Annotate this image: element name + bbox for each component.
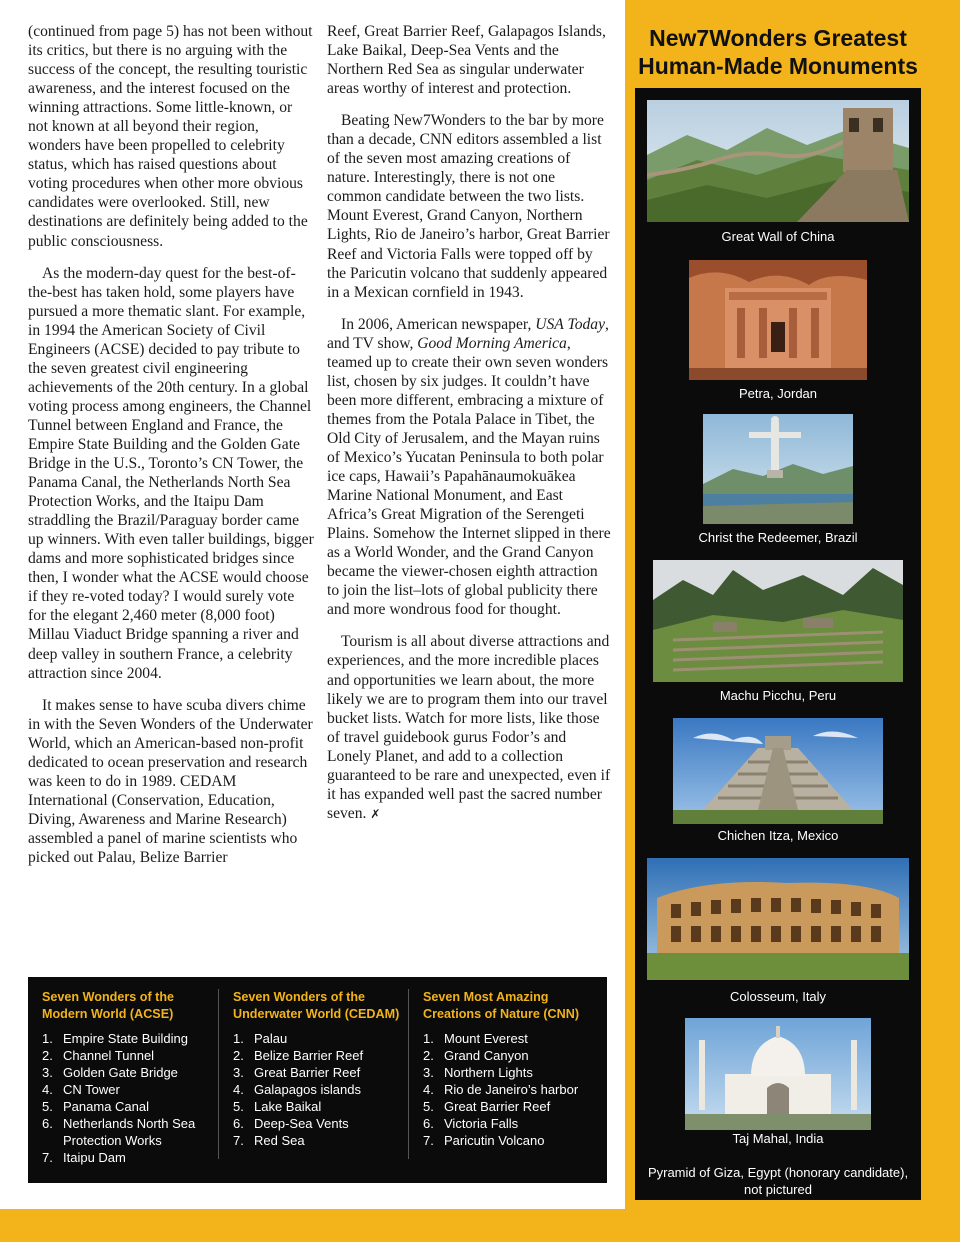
list-item: 3. Golden Gate Bridge <box>42 1065 178 1080</box>
list-item: 2. Belize Barrier Reef <box>233 1048 364 1063</box>
article-paragraph: Reef, Great Barrier Reef, Galapagos Islands, Lake Baikal, Deep-Sea Vents and the Northern Red Sea as singular underwater areas worthy of interest and protection. <box>327 23 606 98</box>
bottom-accent-band <box>0 1209 960 1242</box>
wonders-lists-box <box>28 977 607 1183</box>
list-item: 4. CN Tower <box>42 1082 120 1097</box>
list-title: Seven Most Amazing Creations of Nature (CNN) <box>423 990 580 1021</box>
sidebar-photo-panel <box>635 88 921 1200</box>
caption-machu-picchu: Machu Picchu, Peru <box>719 688 837 703</box>
machu-picchu-photo <box>653 560 903 682</box>
list-item: 4. Galapagos islands <box>233 1082 361 1097</box>
caption-great-wall: Great Wall of China <box>721 229 835 244</box>
list-item: 5. Panama Canal <box>42 1099 149 1114</box>
list-item: 3. Great Barrier Reef <box>233 1065 361 1080</box>
list-acse <box>28 989 218 1166</box>
list-item: 1. Empire State Building <box>42 1031 189 1046</box>
list-item: 6. Victoria Falls <box>423 1116 519 1131</box>
article-paragraph: In 2006, American newspaper, USA Today, and TV show, Good Morning America, teamed up to create their own seven wonders list, chosen by six judges. It couldn’t have been more different, embracing a mixture of themes from the Potala Palace in Tibet, the Old City of Jerusalem, and the Mayan ruins of Mexico’s Yucatan Peninsula to both polar ice caps, Hawaii’s Papahānaumokuākea Marine National Monument, and East Africa’s Great Migration of the Serengeti Plains. Somehow the Internet slipped in there as a World Wonder, and the Grand Canyon became the viewer-chosen eighth attraction to join the list–lots of global publicity there and more wondrous food for thought. <box>327 315 611 619</box>
list-item: 2. Grand Canyon <box>423 1048 529 1063</box>
list-item: 6. Netherlands North Sea Protection Works <box>42 1116 196 1148</box>
article-paragraph: It makes sense to have scuba divers chime in with the Seven Wonders of the Underwater World, which an American-based non-profit dedicated to ocean preservation and research was keen to do in 1989. CEDAM International (Conservation, Education, Diving, Awareness and Marine Research) assembled a panel of marine scientists who picked out Palau, Belize Barrier <box>28 696 313 866</box>
sidebar-title: New7Wonders Greatest Human-Made Monuments <box>638 25 918 79</box>
list-items <box>42 1030 218 1166</box>
list-item: 7. Itaipu Dam <box>42 1150 126 1165</box>
list-item: 1. Mount Everest <box>423 1031 528 1046</box>
article-column-1 <box>28 22 314 880</box>
caption-christ-redeemer: Christ the Redeemer, Brazil <box>698 530 858 545</box>
list-cedam <box>218 989 408 1159</box>
list-item: 2. Channel Tunnel <box>42 1048 155 1063</box>
list-item: 7. Red Sea <box>233 1133 305 1148</box>
caption-colosseum: Colosseum, Italy <box>729 989 827 1004</box>
list-title: Seven Wonders of the Modern World (ACSE) <box>42 990 175 1021</box>
caption-chichen-itza: Chichen Itza, Mexico <box>717 828 839 843</box>
list-item: 5. Lake Baikal <box>233 1099 322 1114</box>
list-title: Seven Wonders of the Underwater World (CEDAM) <box>233 990 400 1021</box>
list-cnn <box>408 989 607 1159</box>
article-column-2 <box>327 22 613 837</box>
list-item: 6. Deep-Sea Vents <box>233 1116 349 1131</box>
caption-taj-mahal: Taj Mahal, India <box>732 1131 824 1146</box>
caption-petra: Petra, Jordan <box>738 386 818 401</box>
petra-photo <box>689 260 867 380</box>
list-items <box>423 1030 607 1149</box>
colosseum-photo <box>647 858 909 980</box>
end-mark-icon: ✗ <box>370 806 381 821</box>
taj-mahal-photo <box>685 1018 871 1130</box>
chichen-itza-photo <box>673 718 883 824</box>
sidebar-footnote: Pyramid of Giza, Egypt (honorary candidate), not pictured <box>647 1165 909 1197</box>
list-items <box>233 1030 408 1149</box>
article-paragraph: As the modern-day quest for the best-of-the-best has taken hold, some players have pursued a more thematic slant. For example, in 1994 the American Society of Civil Engineers (ACSE) decided to pay tribute to the seven greatest civil engineering achievements of the 20th century. In a global voting process among engineers, the Channel Tunnel between England and France, the Empire State Building and the Golden Gate Bridge in the U.S., Toronto’s CN Tower, the Panama Canal, the Netherlands North Sea Protection Works, and the Itaipu Dam straddling the Brazil/Paraguay border came up winners. With even taller buildings, bigger dams and more sophisticated bridges since then, I wonder what the ACSE would choose if they re-voted today? I would surely vote for the elegant 2,460 meter (8,000 foot) Millau Viaduct Bridge spanning a river and deep valley in southern France, a celebrity attraction since 2004. <box>28 264 314 682</box>
list-item: 1. Palau <box>233 1031 288 1046</box>
christ-redeemer-photo <box>703 414 853 524</box>
list-item: 5. Great Barrier Reef <box>423 1099 551 1114</box>
great-wall-photo <box>647 100 909 222</box>
list-item: 3. Northern Lights <box>423 1065 533 1080</box>
article-paragraph: Tourism is all about diverse attractions and experiences, and the more incredible places and opportunities we learn about, the more likely we are to program them into our travel bucket lists. Watch for more lists, like those of travel guidebook gurus Fodor’s and Lonely Planet, and add to a collection guaranteed to be rare and unexpected, even if it has expanded well past the sacred number seven. ✗ <box>327 633 611 822</box>
monuments-sidebar <box>625 0 960 1209</box>
list-item: 4. Rio de Janeiro’s harbor <box>423 1082 579 1097</box>
article-paragraph: Beating New7Wonders to the bar by more than a decade, CNN editors assembled a list of the seven most amazing creations of nature. Interestingly, there is not one common candidate between the two lists. Mount Everest, Grand Canyon, Northern Lights, Rio de Janeiro’s harbor, Great Barrier Reef and Victoria Falls were topped off by the Paricutin volcano that suddenly appeared in a Mexican cornfield in 1943. <box>327 112 610 301</box>
article-paragraph: (continued from page 5) has not been without its critics, but there is no arguing with the success of the concept, the resulting touristic awareness, and the interest focused on the winning attractions. Some little-known, or not known at all beyond their region, wonders have been propelled to celebrity status, which has raised questions about voting procedures when other more obvious candidates were overlooked. Still, new destinations are definitely being added to the public consciousness. <box>28 23 313 250</box>
list-item: 7. Paricutin Volcano <box>423 1133 545 1148</box>
